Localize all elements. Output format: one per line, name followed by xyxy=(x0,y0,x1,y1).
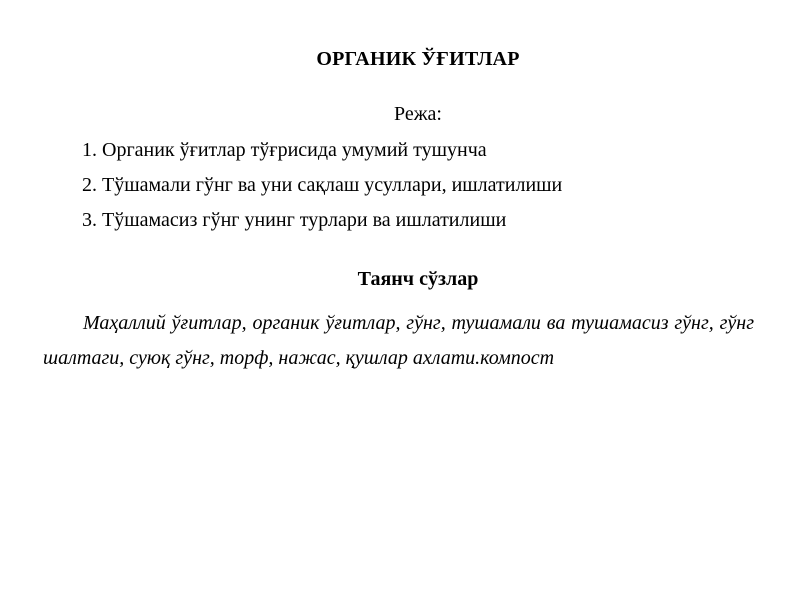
plan-item: 2. Тўшамали гўнг ва уни сақлаш усуллари, ишлатилиши xyxy=(82,174,563,196)
plan-item: 1. Органик ўғитлар тўғрисида умумий тушунча xyxy=(82,139,487,161)
plan-list xyxy=(82,138,562,243)
document-title: ОРГАНИК ЎҒИТЛАР xyxy=(316,48,520,70)
keywords-heading: Таянч сўзлар xyxy=(357,268,479,290)
keywords-text: Маҳаллий ўғитлар, органик ўғитлар, гўнг, тушамали ва тушамасиз гўнг, гўнг шалтаги, суюқ гўнг, торф, нажас, қушлар ахлати.компост xyxy=(43,312,754,369)
plan-label: Режа: xyxy=(394,103,442,125)
plan-item: 3. Тўшамасиз гўнг унинг турлари ва ишлатилиши xyxy=(82,209,507,231)
